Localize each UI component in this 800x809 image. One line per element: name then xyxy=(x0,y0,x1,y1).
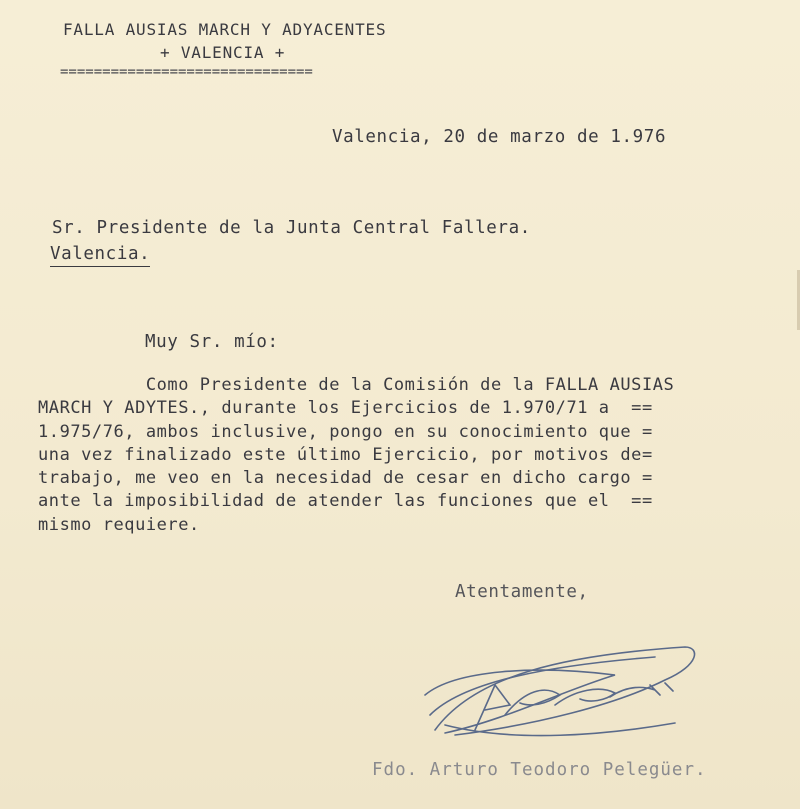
letterhead-rule: ============================== xyxy=(60,64,313,80)
body-line: 1.975/76, ambos inclusive, pongo en su conocimiento que = xyxy=(38,421,653,442)
signatory-name: Fdo. Arturo Teodoro Pelegüer. xyxy=(372,760,707,780)
handwritten-signature xyxy=(415,635,715,750)
salutation: Muy Sr. mío: xyxy=(145,332,279,352)
body-line: una vez finalizado este último Ejercicio, por motivos de= xyxy=(38,444,653,465)
body-line: Como Presidente de la Comisión de la FALLA AUSIAS xyxy=(38,375,675,395)
body-line: MARCH Y ADYTES., durante los Ejercicios de 1.970/71 a == xyxy=(38,398,653,419)
body-line: ante la imposibilidad de atender las funciones que el == xyxy=(38,491,653,512)
letterhead-city: + VALENCIA + xyxy=(160,43,286,62)
letter-body xyxy=(38,374,778,537)
recipient-name: Sr. Presidente de la Junta Central Fallera. xyxy=(52,218,531,238)
letter-date: Valencia, 20 de marzo de 1.976 xyxy=(332,127,667,147)
recipient-city xyxy=(50,244,150,264)
closing: Atentamente, xyxy=(455,582,589,602)
body-line: mismo requiere. xyxy=(38,514,200,535)
body-line: trabajo, me veo en la necesidad de cesar en dicho cargo = xyxy=(38,468,653,489)
letterhead-title: FALLA AUSIAS MARCH Y ADYACENTES xyxy=(63,20,387,39)
recipient-city-text: Valencia. xyxy=(50,244,150,267)
